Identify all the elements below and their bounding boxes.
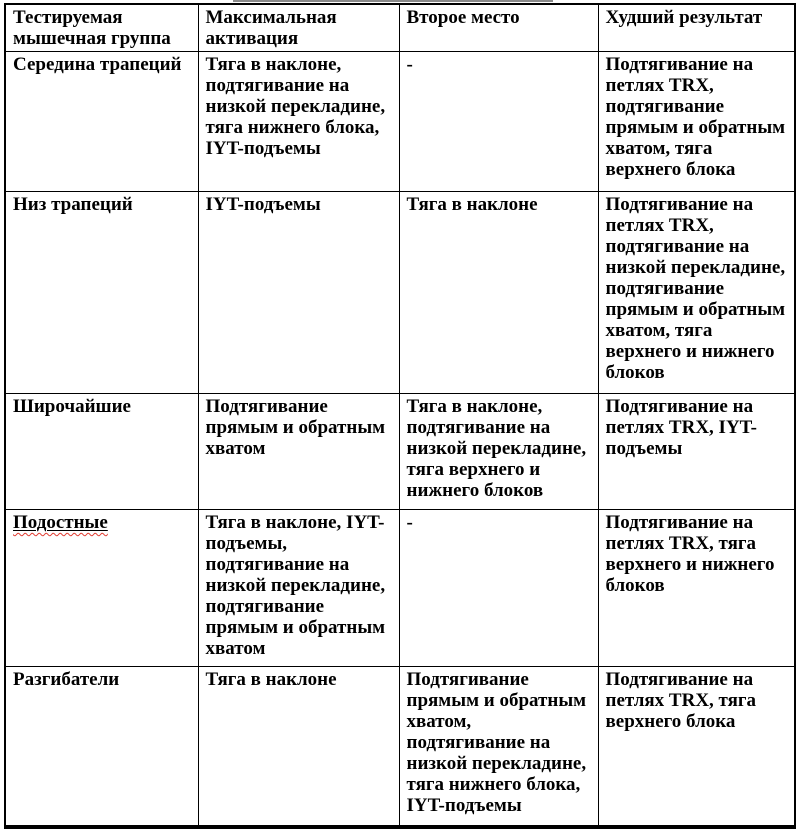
cell-muscle-group: Разгибатели [5,667,198,827]
header-worst-result: Худший результат [598,4,795,52]
cell-muscle-group: Середина трапеций [5,52,198,192]
cell-worst-result: Подтягивание на петлях TRX, подтягивание прямым и обратным хватом, тяга верхнего блока [598,52,795,192]
header-max-activation: Максимальная активация [198,4,399,52]
cell-muscle-group: Низ трапеций [5,192,198,394]
cell-second-place: - [399,52,598,192]
table-row-extensors [5,667,795,827]
table-row-infraspinatus [5,510,795,667]
cell-max-activation: Тяга в наклоне, подтягивание на низкой перекладине, тяга нижнего блока, IYT-подъемы [198,52,399,192]
table-row-lower-traps [5,192,795,394]
cell-second-place: - [399,510,598,667]
table-row-middle-traps [5,52,795,192]
cell-max-activation: IYT-подъемы [198,192,399,394]
cell-worst-result: Подтягивание на петлях TRX, подтягивание на низкой перекладине, подтягивание прямым и обратным хватом, тяга верхнего и нижнего блоков [598,192,795,394]
cropped-text-artifact [233,0,553,2]
cell-max-activation: Тяга в наклоне [198,667,399,827]
misspelled-word: Подостные [13,512,108,533]
cell-second-place: Тяга в наклоне [399,192,598,394]
cell-second-place: Подтягивание прямым и обратным хватом, подтягивание на низкой перекладине, тяга нижнего блока, IYT-подъемы [399,667,598,827]
cell-max-activation: Подтягивание прямым и обратным хватом [198,394,399,510]
cell-muscle-group [5,510,198,667]
header-muscle-group: Тестируемая мышечная группа [5,4,198,52]
header-second-place: Второе место [399,4,598,52]
cell-worst-result: Подтягивание на петлях TRX, тяга верхнего блока [598,667,795,827]
cell-max-activation: Тяга в наклоне, IYT-подъемы, подтягивание на низкой перекладине, подтягивание прямым и обратным хватом [198,510,399,667]
cell-worst-result: Подтягивание на петлях TRX, IYT-подъемы [598,394,795,510]
cell-muscle-group: Широчайшие [5,394,198,510]
cell-second-place: Тяга в наклоне, подтягивание на низкой перекладине, тяга верхнего и нижнего блоков [399,394,598,510]
table-row-lats [5,394,795,510]
header-row [5,4,795,52]
emg-results-table [4,3,796,829]
cell-worst-result: Подтягивание на петлях TRX, тяга верхнего и нижнего блоков [598,510,795,667]
